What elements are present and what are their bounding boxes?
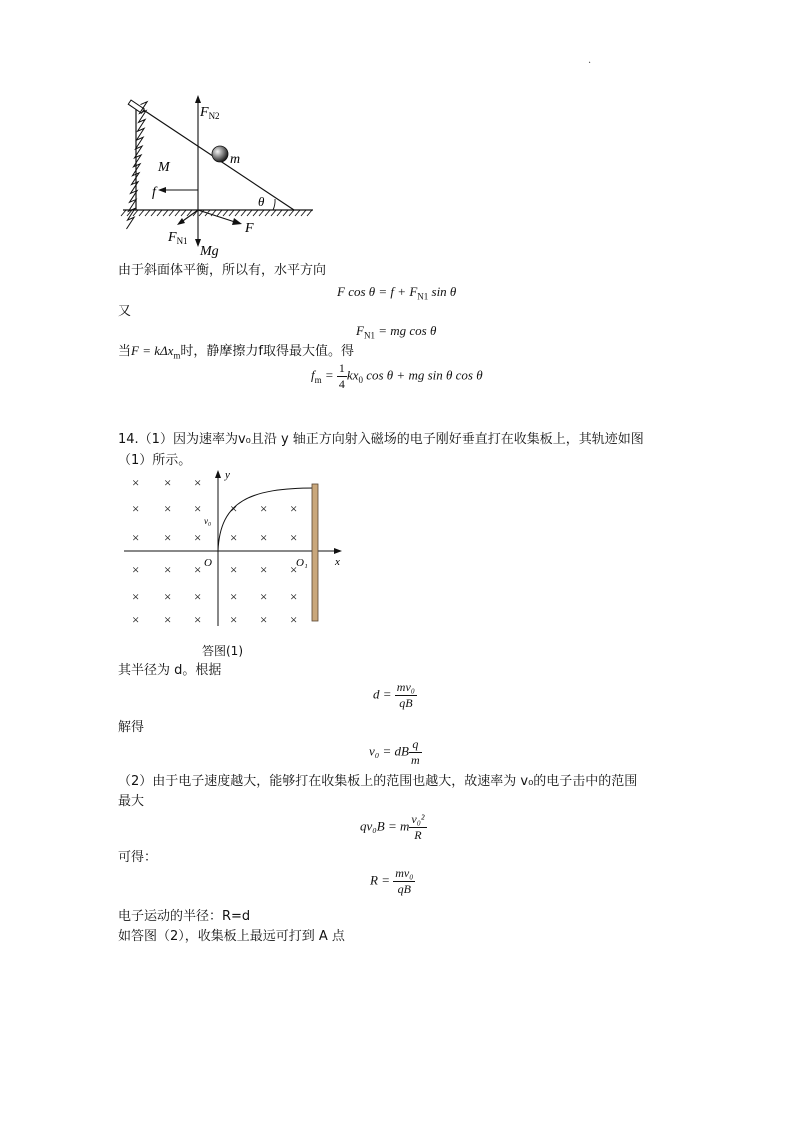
- equation-force-balance: qv₀B = m $\frac{\text{v₀²}}{R}$: [360, 812, 425, 842]
- svg-text:×: ×: [194, 589, 202, 604]
- svg-text:×: ×: [260, 501, 268, 516]
- svg-text:×: ×: [260, 612, 268, 627]
- svg-text:×: ×: [194, 612, 202, 627]
- svg-text:×: ×: [132, 612, 140, 627]
- svg-text:×: ×: [290, 612, 298, 627]
- text-line1: 由于斜面体平衡，所以有，水平方向: [118, 263, 327, 278]
- svg-text:×: ×: [132, 475, 140, 490]
- incline-force-diagram: [118, 95, 318, 260]
- svg-text:×: ×: [132, 589, 140, 604]
- svg-text:×: ×: [230, 589, 238, 604]
- svg-text:×: ×: [164, 501, 172, 516]
- svg-text:×: ×: [230, 562, 238, 577]
- svg-text:×: ×: [164, 530, 172, 545]
- figure-caption: 答图(1): [202, 644, 243, 658]
- svg-text:×: ×: [260, 530, 268, 545]
- svg-text:×: ×: [290, 589, 298, 604]
- equation-horizontal-balance: F $\cos \theta = f + F_{N1}$ sin θ: [337, 284, 457, 302]
- label-FN1: $F_{N1}$: [168, 230, 188, 246]
- svg-text:×: ×: [260, 589, 268, 604]
- text-solve: 解得: [118, 720, 145, 735]
- svg-text:×: ×: [260, 562, 268, 577]
- equation-v0: v₀ = dB $\frac{q}{m}$: [369, 737, 420, 767]
- svg-text:×: ×: [230, 530, 238, 545]
- last-line: 如答图（2），收集板上最远可打到 A 点: [118, 929, 345, 944]
- label-O: O: [204, 557, 212, 569]
- magnetic-field-diagram: [120, 466, 350, 636]
- label-O1: O₁: [296, 557, 308, 569]
- label-FN2: $F_{N2}$: [200, 105, 220, 121]
- svg-text:×: ×: [164, 612, 172, 627]
- svg-text:×: ×: [290, 530, 298, 545]
- svg-text:×: ×: [230, 612, 238, 627]
- part2-line2: 最大: [118, 794, 145, 809]
- label-M: M: [158, 160, 170, 175]
- q14-line1: 14.（1）因为速率为v₀且沿 y 轴正方向射入磁场的电子刚好垂直打在收集板上，其轨迹如图: [118, 432, 644, 447]
- label-Mg: Mg: [200, 244, 219, 259]
- radius-result: 电子运动的半径：R=d: [118, 909, 251, 924]
- q14-line2: （1）所示。: [118, 453, 192, 468]
- header-mark: ·: [588, 58, 592, 69]
- text-kede: 可得：: [118, 850, 158, 865]
- svg-text:×: ×: [132, 530, 140, 545]
- text-you: 又: [118, 304, 132, 319]
- equation-max-friction: $f_m$ = $\frac{1}{4}$ $kx_0$ cos θ + mg sin θ cos θ: [311, 361, 483, 391]
- svg-text:×: ×: [194, 475, 202, 490]
- label-v0: v₀: [204, 516, 212, 526]
- part2-line1: （2）由于电子速度越大，能够打在收集板上的范围也越大，故速率为 v₀的电子击中的范围: [118, 774, 638, 789]
- svg-text:×: ×: [132, 562, 140, 577]
- svg-text:×: ×: [194, 501, 202, 516]
- svg-text:×: ×: [164, 589, 172, 604]
- collector-plate: [312, 484, 318, 621]
- svg-text:×: ×: [290, 501, 298, 516]
- svg-text:×: ×: [194, 530, 202, 545]
- svg-text:×: ×: [290, 562, 298, 577]
- label-theta: θ: [258, 194, 265, 209]
- svg-text:×: ×: [230, 501, 238, 516]
- svg-text:×: ×: [164, 475, 172, 490]
- label-F: F: [245, 221, 254, 236]
- label-m: m: [230, 152, 241, 167]
- ball: [212, 146, 228, 162]
- svg-text:×: ×: [194, 562, 202, 577]
- label-f: f: [152, 185, 156, 200]
- radius-line: 其半径为 d。根据: [118, 663, 222, 678]
- text-when: 当F = kΔx$_m$时，静摩擦力f取得最大值。得: [118, 343, 354, 361]
- label-x: x: [335, 556, 340, 568]
- svg-text:×: ×: [164, 562, 172, 577]
- equation-normal-force: $F_{N1}$ = mg cos θ: [356, 323, 437, 341]
- equation-d: d = $\frac{\text{mv₀}}{qB}$: [373, 680, 415, 710]
- label-y: y: [225, 469, 230, 481]
- equation-R: R = $\frac{\text{mv₀}}{qB}$: [370, 866, 414, 896]
- svg-text:×: ×: [132, 501, 140, 516]
